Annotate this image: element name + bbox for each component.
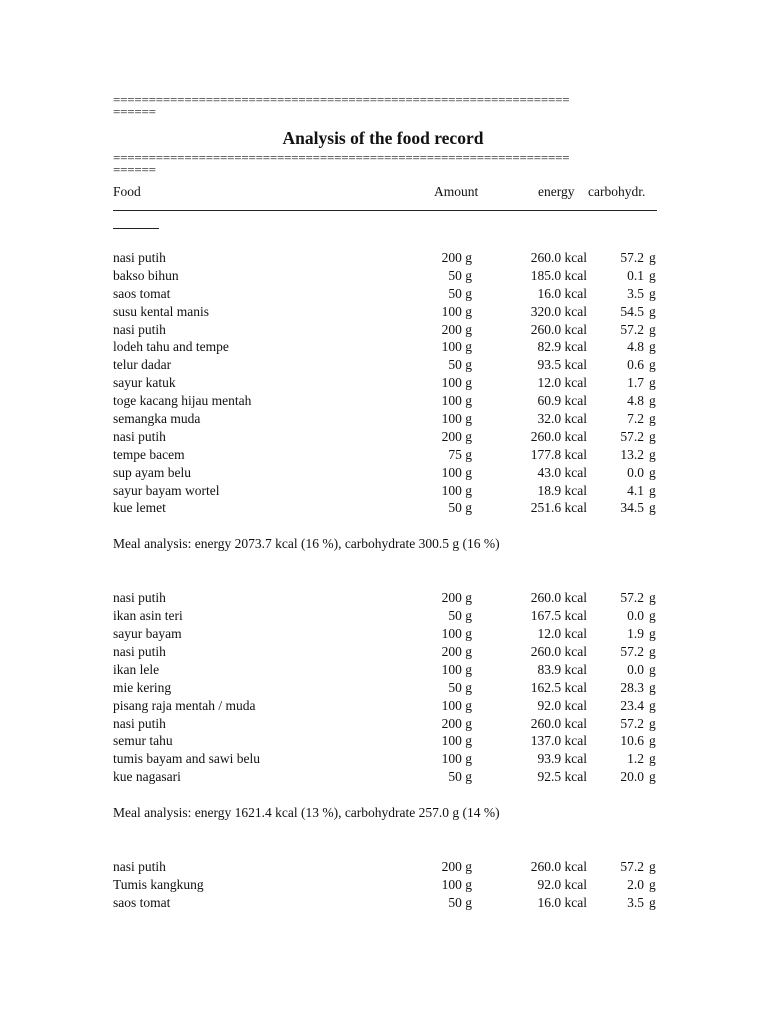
food-name: tempe bacem — [113, 446, 185, 462]
food-row — [113, 267, 658, 285]
food-energy: 167.5 kcal — [530, 608, 587, 624]
food-carbohydrate: 54.5 — [620, 303, 644, 319]
food-amount: 100 g — [441, 393, 472, 409]
food-row — [113, 607, 658, 625]
food-row — [113, 392, 658, 410]
food-name: nasi putih — [113, 715, 166, 731]
carbohydrate-unit: g — [649, 357, 656, 373]
food-amount: 200 g — [441, 644, 472, 660]
meal-spacer — [113, 822, 658, 858]
food-name: kue lemet — [113, 500, 166, 516]
mid-rule-tail: ====== — [113, 162, 156, 177]
food-row — [113, 338, 658, 356]
food-amount: 200 g — [441, 715, 472, 731]
food-energy: 260.0 kcal — [530, 590, 587, 606]
column-energy: energy — [538, 184, 575, 199]
food-carbohydrate: 4.8 — [627, 393, 644, 409]
food-row — [113, 750, 658, 768]
food-name: nasi putih — [113, 428, 166, 444]
carbohydrate-unit: g — [649, 679, 656, 695]
column-carbohydrate: carbohydr. — [588, 184, 646, 199]
food-energy: 83.9 kcal — [537, 661, 587, 677]
food-name: semur tahu — [113, 733, 173, 749]
food-name: saos tomat — [113, 894, 171, 910]
food-row — [113, 321, 658, 339]
food-energy: 177.8 kcal — [530, 446, 587, 462]
food-energy: 60.9 kcal — [537, 393, 587, 409]
column-food: Food — [113, 184, 141, 199]
carbohydrate-unit: g — [649, 411, 656, 427]
food-energy: 185.0 kcal — [530, 267, 587, 283]
food-name: sup ayam belu — [113, 464, 191, 480]
food-amount: 200 g — [441, 590, 472, 606]
food-carbohydrate: 4.1 — [627, 482, 644, 498]
food-energy: 162.5 kcal — [530, 679, 587, 695]
food-carbohydrate: 0.6 — [627, 357, 644, 373]
food-row — [113, 589, 658, 607]
food-energy: 260.0 kcal — [530, 250, 587, 265]
food-energy: 93.5 kcal — [537, 357, 587, 373]
food-row — [113, 482, 658, 500]
food-name: nasi putih — [113, 859, 166, 875]
carbohydrate-unit: g — [649, 339, 656, 355]
food-carbohydrate: 34.5 — [620, 500, 644, 516]
food-carbohydrate: 28.3 — [620, 679, 644, 695]
food-amount: 50 g — [448, 357, 472, 373]
food-energy: 93.9 kcal — [537, 751, 587, 767]
mid-rule: ================================================================ — [113, 152, 570, 164]
food-row — [113, 715, 658, 733]
food-amount: 100 g — [441, 733, 472, 749]
meal-list — [113, 249, 658, 912]
food-row — [113, 732, 658, 750]
food-name: tumis bayam and sawi belu — [113, 751, 260, 767]
food-energy: 92.5 kcal — [537, 769, 587, 785]
food-amount: 50 g — [448, 608, 472, 624]
food-row — [113, 625, 658, 643]
food-amount: 100 g — [441, 464, 472, 480]
food-energy: 92.0 kcal — [537, 877, 587, 893]
food-carbohydrate: 7.2 — [627, 411, 644, 427]
carbohydrate-unit: g — [649, 482, 656, 498]
food-amount: 100 g — [441, 482, 472, 498]
carbohydrate-unit: g — [649, 626, 656, 642]
food-amount: 100 g — [441, 339, 472, 355]
food-row — [113, 858, 658, 876]
food-row — [113, 464, 658, 482]
food-name: lodeh tahu and tempe — [113, 339, 229, 355]
carbohydrate-unit: g — [649, 769, 656, 785]
food-carbohydrate: 57.2 — [620, 644, 644, 660]
food-carbohydrate: 57.2 — [620, 859, 644, 875]
carbohydrate-unit: g — [649, 877, 656, 893]
food-row — [113, 374, 658, 392]
carbohydrate-unit: g — [649, 859, 656, 875]
food-row — [113, 697, 658, 715]
food-carbohydrate: 57.2 — [620, 321, 644, 337]
food-row — [113, 249, 658, 267]
food-amount: 100 g — [441, 626, 472, 642]
food-name: toge kacang hijau mentah — [113, 393, 252, 409]
food-amount: 50 g — [448, 267, 472, 283]
food-carbohydrate: 4.8 — [627, 339, 644, 355]
carbohydrate-unit: g — [649, 285, 656, 301]
food-carbohydrate: 23.4 — [620, 697, 644, 713]
food-name: sayur katuk — [113, 375, 176, 391]
food-amount: 100 g — [441, 375, 472, 391]
food-energy: 320.0 kcal — [530, 303, 587, 319]
food-amount: 50 g — [448, 500, 472, 516]
food-amount: 50 g — [448, 769, 472, 785]
food-name: kue nagasari — [113, 769, 181, 785]
food-name: nasi putih — [113, 250, 166, 265]
carbohydrate-unit: g — [649, 250, 656, 265]
food-row — [113, 446, 658, 464]
food-amount: 50 g — [448, 285, 472, 301]
food-energy: 260.0 kcal — [530, 859, 587, 875]
carbohydrate-unit: g — [649, 464, 656, 480]
food-name: sayur bayam — [113, 626, 182, 642]
carbohydrate-unit: g — [649, 446, 656, 462]
meal-block — [113, 858, 658, 912]
food-carbohydrate: 57.2 — [620, 428, 644, 444]
food-carbohydrate: 3.5 — [627, 285, 644, 301]
food-name: Tumis kangkung — [113, 877, 204, 893]
food-amount: 100 g — [441, 411, 472, 427]
top-rule-tail: ====== — [113, 104, 156, 119]
food-name: ikan lele — [113, 661, 160, 677]
carbohydrate-unit: g — [649, 733, 656, 749]
food-carbohydrate: 57.2 — [620, 715, 644, 731]
food-energy: 251.6 kcal — [530, 500, 587, 516]
food-amount: 200 g — [441, 250, 472, 265]
meal-analysis-summary: Meal analysis: energy 1621.4 kcal (13 %), carbohydrate 257.0 g (14 %) — [113, 805, 500, 821]
carbohydrate-unit: g — [649, 644, 656, 660]
food-carbohydrate: 10.6 — [620, 733, 644, 749]
food-row — [113, 428, 658, 446]
header-underline — [113, 210, 657, 211]
food-energy: 137.0 kcal — [530, 733, 587, 749]
food-name: nasi putih — [113, 321, 166, 337]
food-amount: 100 g — [441, 661, 472, 677]
food-carbohydrate: 0.0 — [627, 661, 644, 677]
carbohydrate-unit: g — [649, 590, 656, 606]
food-row — [113, 876, 658, 894]
meal-block — [113, 249, 658, 553]
top-rule: ================================================================ — [113, 94, 570, 106]
food-row — [113, 661, 658, 679]
food-carbohydrate: 20.0 — [620, 769, 644, 785]
food-name: bakso bihun — [113, 267, 179, 283]
food-name: nasi putih — [113, 590, 166, 606]
food-row — [113, 499, 658, 517]
food-carbohydrate: 0.0 — [627, 464, 644, 480]
meal-spacer — [113, 553, 658, 589]
food-amount: 50 g — [448, 679, 472, 695]
food-amount: 100 g — [441, 877, 472, 893]
carbohydrate-unit: g — [649, 267, 656, 283]
column-header — [113, 184, 658, 204]
food-amount: 75 g — [448, 446, 472, 462]
meal-block — [113, 589, 658, 822]
food-name: telur dadar — [113, 357, 172, 373]
food-energy: 260.0 kcal — [530, 715, 587, 731]
food-carbohydrate: 3.5 — [627, 894, 644, 910]
carbohydrate-unit: g — [649, 500, 656, 516]
food-name: susu kental manis — [113, 303, 209, 319]
food-carbohydrate: 57.2 — [620, 590, 644, 606]
food-name: pisang raja mentah / muda — [113, 697, 256, 713]
food-record-document — [113, 94, 658, 912]
carbohydrate-unit: g — [649, 428, 656, 444]
food-row — [113, 356, 658, 374]
food-energy: 32.0 kcal — [537, 411, 587, 427]
carbohydrate-unit: g — [649, 303, 656, 319]
food-energy: 260.0 kcal — [530, 644, 587, 660]
food-carbohydrate: 2.0 — [627, 877, 644, 893]
food-name: mie kering — [113, 679, 172, 695]
carbohydrate-unit: g — [649, 608, 656, 624]
carbohydrate-unit: g — [649, 661, 656, 677]
food-carbohydrate: 0.0 — [627, 608, 644, 624]
food-energy: 18.9 kcal — [537, 482, 587, 498]
food-name: ikan asin teri — [113, 608, 183, 624]
food-row — [113, 303, 658, 321]
food-energy: 16.0 kcal — [537, 894, 587, 910]
food-amount: 100 g — [441, 697, 472, 713]
carbohydrate-unit: g — [649, 375, 656, 391]
carbohydrate-unit: g — [649, 697, 656, 713]
food-row — [113, 643, 658, 661]
meal-analysis-summary: Meal analysis: energy 2073.7 kcal (16 %), carbohydrate 300.5 g (16 %) — [113, 536, 500, 552]
header-underline-tail — [113, 228, 159, 229]
food-energy: 92.0 kcal — [537, 697, 587, 713]
document-title: Analysis of the food record — [282, 128, 484, 148]
food-row — [113, 410, 658, 428]
food-carbohydrate: 13.2 — [620, 446, 644, 462]
food-row — [113, 894, 658, 912]
food-amount: 50 g — [448, 894, 472, 910]
carbohydrate-unit: g — [649, 321, 656, 337]
food-carbohydrate: 57.2 — [620, 250, 644, 265]
food-amount: 100 g — [441, 303, 472, 319]
column-amount: Amount — [434, 184, 479, 199]
food-carbohydrate: 1.7 — [627, 375, 644, 391]
food-amount: 200 g — [441, 859, 472, 875]
food-row — [113, 768, 658, 786]
carbohydrate-unit: g — [649, 894, 656, 910]
food-carbohydrate: 0.1 — [627, 267, 644, 283]
food-row — [113, 679, 658, 697]
food-energy: 260.0 kcal — [530, 428, 587, 444]
food-energy: 12.0 kcal — [537, 375, 587, 391]
food-energy: 12.0 kcal — [537, 626, 587, 642]
food-row — [113, 285, 658, 303]
food-energy: 16.0 kcal — [537, 285, 587, 301]
food-carbohydrate: 1.2 — [627, 751, 644, 767]
carbohydrate-unit: g — [649, 715, 656, 731]
carbohydrate-unit: g — [649, 393, 656, 409]
food-name: semangka muda — [113, 411, 201, 427]
food-energy: 82.9 kcal — [537, 339, 587, 355]
food-amount: 100 g — [441, 751, 472, 767]
food-amount: 200 g — [441, 321, 472, 337]
food-carbohydrate: 1.9 — [627, 626, 644, 642]
food-energy: 43.0 kcal — [537, 464, 587, 480]
food-amount: 200 g — [441, 428, 472, 444]
food-name: sayur bayam wortel — [113, 482, 220, 498]
food-name: nasi putih — [113, 644, 166, 660]
food-name: saos tomat — [113, 285, 171, 301]
food-energy: 260.0 kcal — [530, 321, 587, 337]
carbohydrate-unit: g — [649, 751, 656, 767]
